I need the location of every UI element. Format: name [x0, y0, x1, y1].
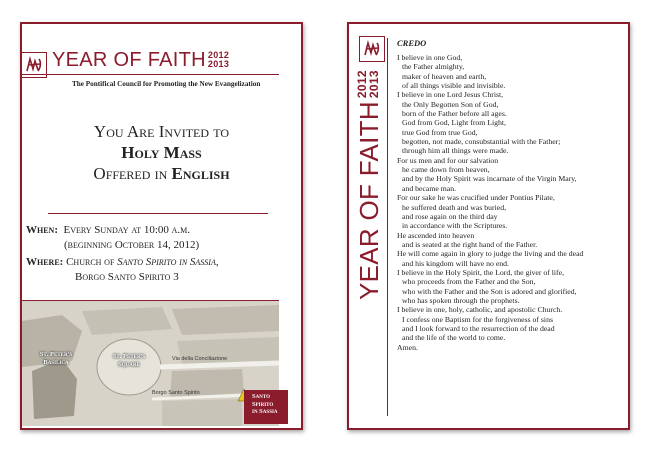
- credo-line: and is seated at the right hand of the Father.: [402, 239, 538, 249]
- section-divider: [48, 213, 268, 214]
- credo-line: the Only Begotten Son of God,: [402, 99, 499, 109]
- credo-title: CREDO: [397, 38, 427, 48]
- credo-line: maker of heaven and earth,: [402, 71, 487, 81]
- credo-line: I believe in one Lord Jesus Christ,: [397, 90, 504, 100]
- vertical-brand-title: YEAR OF FAITH 2012 2013: [354, 70, 384, 300]
- credo-line: For our sake he was crucified under Pontius Pilate,: [397, 193, 555, 203]
- map-label-santo-spirito: Santo Spirito in Sassia: [244, 390, 288, 424]
- credo-line: and by the Holy Spirit was incarnate of the Virgin Mary,: [402, 174, 577, 184]
- credo-line: and became man.: [402, 183, 457, 193]
- year-of-faith-logo-icon: [359, 36, 385, 62]
- map-label-basilica: St. Peter's Basilica: [39, 351, 73, 366]
- when-sub: (beginning October 14, 2012): [64, 239, 200, 251]
- invite-line-3: Offered in English: [93, 164, 230, 183]
- brand-title: YEAR OF FAITH 2012 2013: [52, 49, 230, 71]
- credo-text: [397, 53, 583, 352]
- credo-line: I believe in one God,: [397, 53, 463, 62]
- credo-line: and the life of the world to come.: [402, 333, 506, 343]
- credo-line: I confess one Baptism for the forgiveness of sins: [402, 314, 553, 324]
- vertical-divider: [387, 38, 388, 416]
- map-street-borgo: Borgo Santo Spirito: [152, 390, 200, 396]
- credo-line: who has spoken through the prophets.: [402, 295, 520, 305]
- credo-line: Amen.: [397, 342, 418, 352]
- credo-line: and I look forward to the resurrection of the dead: [402, 323, 555, 333]
- credo-line: he came down from heaven,: [402, 165, 490, 175]
- credo-line: God from God, Light from Light,: [402, 118, 506, 128]
- credo-line: For us men and for our salvation: [397, 155, 499, 165]
- invite-line-1: You Are Invited to: [93, 122, 230, 141]
- credo-line: He ascended into heaven: [397, 230, 475, 240]
- credo-line: born of the Father before all ages.: [402, 109, 507, 119]
- credo-line: who proceeds from the Father and the Son,: [402, 277, 536, 287]
- location-map: [22, 300, 279, 426]
- credo-line: I believe in the Holy Spirit, the Lord, the giver of life,: [397, 267, 565, 277]
- when-line: When: Every Sunday at 10:00 a.m.: [26, 224, 191, 236]
- credo-line: true God from true God,: [402, 127, 478, 137]
- header-divider: [21, 74, 279, 75]
- credo-line: begotten, not made, consubstantial with the Father;: [402, 137, 561, 147]
- credo-line: He will come again in glory to judge the living and the dead: [397, 249, 584, 259]
- invite-line-2: Holy Mass: [121, 143, 202, 162]
- credo-line: and his kingdom will have no end.: [402, 258, 509, 268]
- credo-line: in accordance with the Scriptures.: [402, 221, 508, 231]
- credo-line: he suffered death and was buried,: [402, 202, 507, 212]
- credo-line: and rose again on the third day: [402, 211, 498, 221]
- credo-line: the Father almighty,: [402, 62, 465, 72]
- credo-line: I believe in one, holy, catholic, and apostolic Church.: [397, 305, 563, 315]
- credo-line: who with the Father and the Son is adored and glorified,: [402, 286, 577, 296]
- map-street-conciliazione: Via della Conciliazione: [172, 356, 228, 362]
- where-line: Where: Church of Santo Spirito in Sassia,: [26, 256, 219, 268]
- where-sub: Borgo Santo Spirito 3: [75, 271, 179, 283]
- credo-line: of all things visible and invisible.: [402, 81, 506, 91]
- map-label-square: St. Peter's Square: [112, 353, 146, 368]
- council-name: The Pontifical Council for Promoting the New Evangelization: [72, 80, 261, 88]
- credo-line: through him all things were made.: [402, 146, 509, 156]
